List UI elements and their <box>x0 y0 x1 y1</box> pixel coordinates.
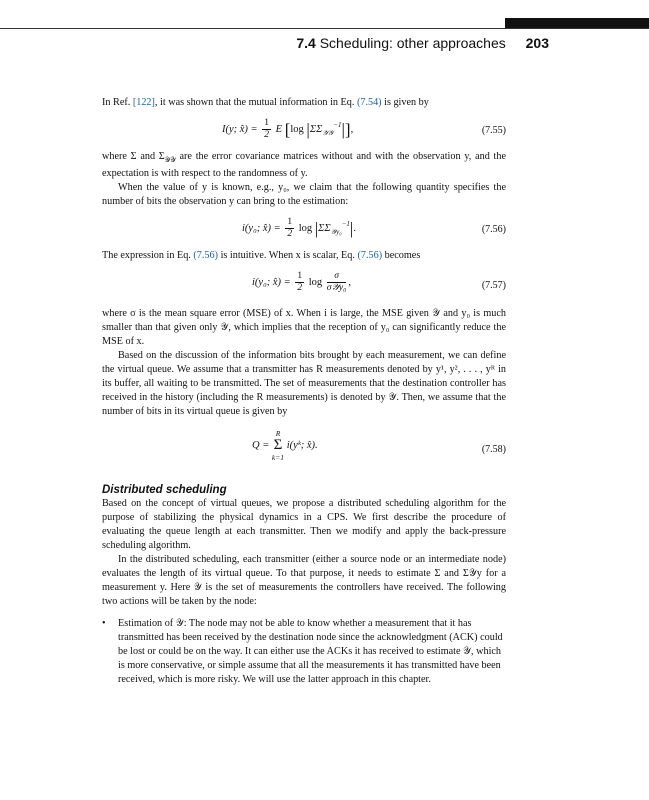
paragraph-virtual-queue: Based on the discussion of the information bits brought by each measurement, we can define the virtual queue. We assume that a transmitter has R measurements denoted by y¹, y², . . . , yᴿ in its buffer, all waiting to be transmitted. The set of measurements that the destination controller has received in the history (including the R measurements) is denoted by 𝒴. Then, we assume that the number of bits in its virtual queue is given by <box>102 350 506 417</box>
bullet-marker: • <box>102 618 106 629</box>
equation-link[interactable]: (7.56) <box>193 250 219 261</box>
paragraph-value-known: When the value of y is known, e.g., y₀, we claim that the following quantity specifies the number of bits the observation y can bring to the estimation: <box>102 182 506 207</box>
section-number: 7.4 <box>296 35 316 51</box>
equation-number: (7.55) <box>481 125 506 136</box>
paragraph-distributed-evaluate: In the distributed scheduling, each transmitter (either a source node or an intermediate node) evaluates the length of its virtual queue. To that purpose, it needs to estimate Σ and Σ𝒴y for a measurement y. Here 𝒴 is the set of measurements the controllers have received. The following two actions will be taken by the node: <box>102 554 506 607</box>
subsection-heading: Distributed scheduling <box>102 484 227 496</box>
paragraph-expression: The expression in Eq. (7.56) is intuitive. When x is scalar, Eq. (7.56) becomes <box>102 250 421 261</box>
paragraph-mse: where σ is the mean square error (MSE) of x. When i is large, the MSE given 𝒴 and y₀ is much smaller than that given only 𝒴, which implies that the reception of y₀ can significantly reduce the MSE of x. <box>102 308 506 347</box>
equation-7-55: I(y; x̂) = $\frac{1}{2}$ E [log $|\Sigma\Sigma_{𝒴𝒴}^{-1}|$], (7.55) <box>222 118 506 141</box>
equation-7-58: Q = R Σ k=1 i(yᵏ; x̂). (7.58) <box>252 429 506 462</box>
list-item <box>102 617 506 687</box>
equation-number: (7.56) <box>481 224 506 235</box>
page-body <box>102 96 506 687</box>
paragraph-where-sigma: where Σ and $\Sigma_{𝒴𝒴}$ are the error covariance matrices without and with the observation y, and the expectation is with respect to the randomness of y. <box>102 151 506 179</box>
header-rule <box>0 28 649 29</box>
equation-number: (7.57) <box>481 280 506 291</box>
section-title: Scheduling: other approaches <box>319 35 506 51</box>
paragraph-distributed-intro: Based on the concept of virtual queues, we propose a distributed scheduling algorithm for the purpose of stabilizing the physical dynamics in a CPS. We first describe the procedure of evaluating the queue length at each transmitter. Then we modify and apply the back-pressure scheduling algorithm. <box>102 498 506 551</box>
running-header <box>0 35 549 51</box>
paragraph-intro: In Ref. [122], it was shown that the mutual information in Eq. (7.54) is given by <box>102 97 429 108</box>
equation-number: (7.58) <box>481 444 506 455</box>
equation-7-56: i(y₀; x̂) = $\frac{1}{2}$ $\log |\Sigma\Sigma_{𝒴y_0}^{-1}|$. (7.56) <box>242 217 506 240</box>
bullet-text: Estimation of 𝒴: The node may not be able to know whether a measurement that it has transmitted has been received by the destination node since the acknowledgment (ACK) could be lost or could be on the way. It can either use the ACKs it has received to estimate 𝒴, which is more conservative, or simple assume that all the measurements it has transmitted have been received, which is more risky. We will use the latter approach in this chapter. <box>118 618 503 685</box>
citation-link[interactable]: [122] <box>132 97 155 108</box>
equation-link[interactable]: (7.54) <box>356 97 382 108</box>
header-black-bar <box>505 18 649 28</box>
equation-7-57: i(y₀; x̂) = $\frac{1}{2}$ log $\frac{\sigma}{\text{σ𝒴y₀}}$ , (7.57) <box>252 271 506 293</box>
equation-link[interactable]: (7.56) <box>357 250 383 261</box>
page-number: 203 <box>525 35 549 51</box>
